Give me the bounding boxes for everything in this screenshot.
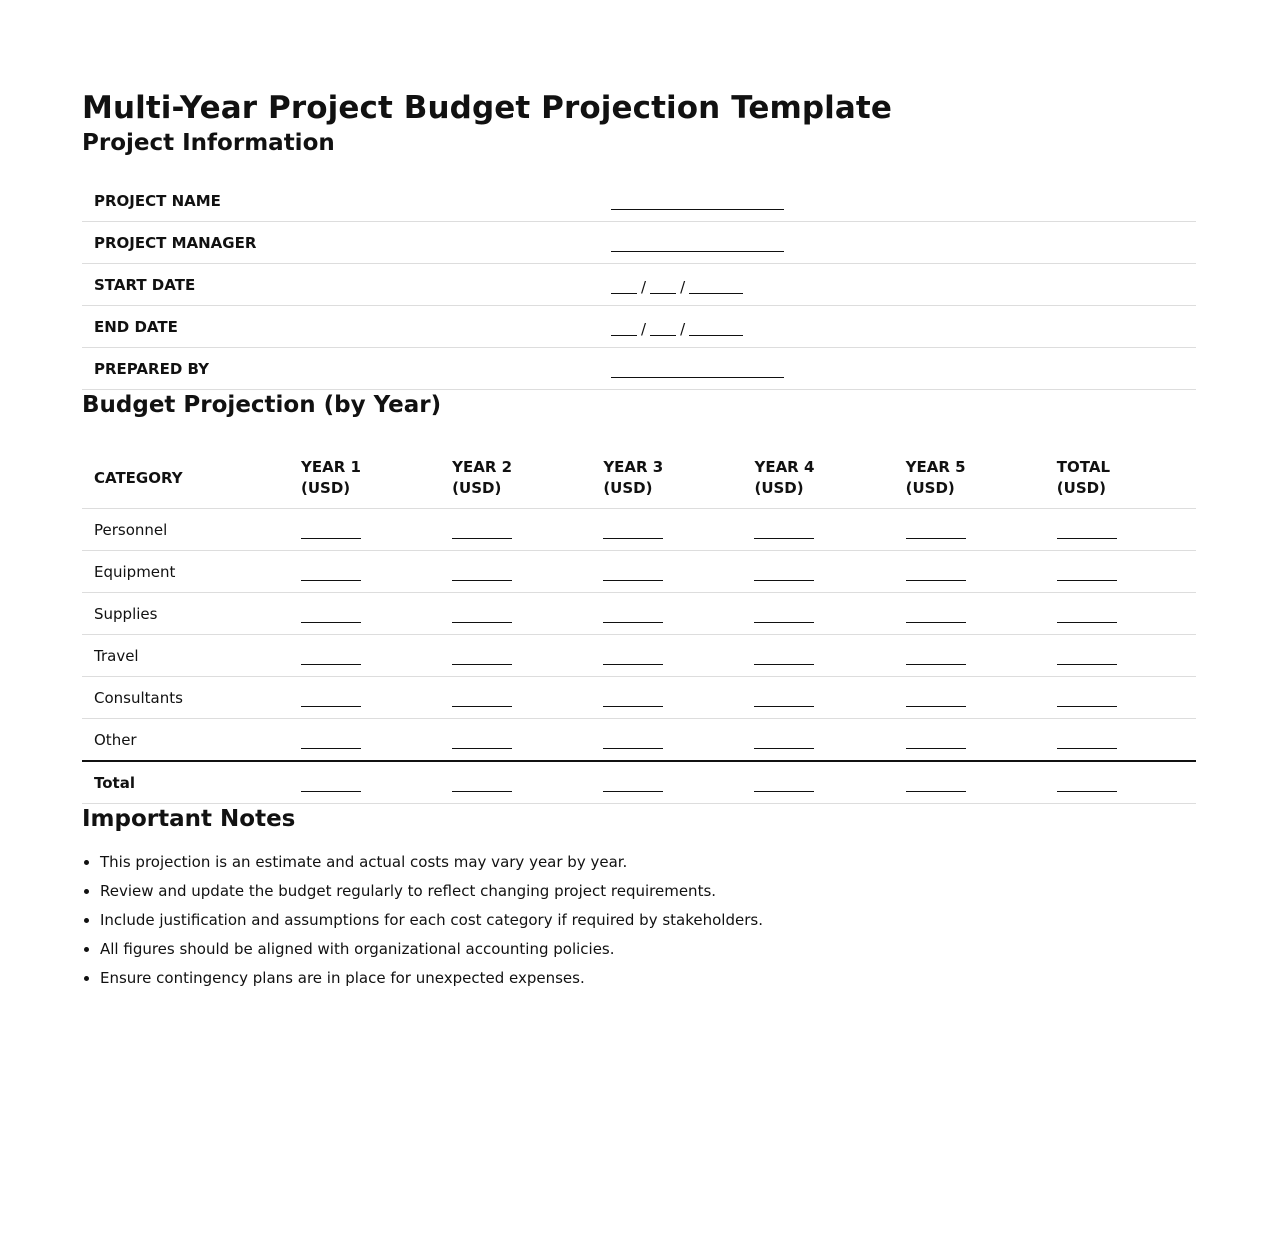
amount-cell (1045, 509, 1196, 551)
category-row (82, 509, 1196, 551)
amount-blank[interactable] (754, 736, 814, 749)
amount-blank[interactable] (1057, 694, 1117, 707)
info-row (82, 348, 1196, 390)
column-header (1045, 448, 1196, 509)
info-row (82, 180, 1196, 222)
total-label: Total (82, 761, 289, 804)
info-label: PROJECT MANAGER (82, 222, 599, 264)
amount-blank[interactable] (906, 736, 966, 749)
date-separator: / (641, 319, 647, 338)
amount-cell (440, 593, 591, 635)
amount-blank[interactable] (754, 610, 814, 623)
info-label: START DATE (82, 264, 599, 306)
info-value-cell (599, 222, 1196, 264)
column-header-line2: (USD) (905, 479, 955, 497)
amount-blank[interactable] (1057, 526, 1117, 539)
amount-blank[interactable] (754, 779, 814, 792)
amount-blank[interactable] (906, 526, 966, 539)
amount-blank[interactable] (452, 779, 512, 792)
notes-list (82, 848, 1196, 993)
column-header-line1: YEAR 3 (603, 458, 664, 476)
amount-cell (1045, 635, 1196, 677)
amount-blank[interactable] (301, 736, 361, 749)
amount-cell (591, 719, 742, 762)
info-value-cell (599, 306, 1196, 348)
column-header (591, 448, 742, 509)
amount-blank[interactable] (1057, 779, 1117, 792)
amount-cell (742, 761, 893, 804)
amount-cell (591, 509, 742, 551)
amount-cell (742, 509, 893, 551)
budget-heading: Budget Projection (by Year) (82, 392, 442, 418)
category-row (82, 635, 1196, 677)
amount-blank[interactable] (754, 526, 814, 539)
amount-blank[interactable] (452, 526, 512, 539)
amount-cell (894, 719, 1045, 762)
amount-blank[interactable] (301, 568, 361, 581)
amount-cell (894, 509, 1045, 551)
amount-cell (1045, 677, 1196, 719)
category-row (82, 551, 1196, 593)
column-header-line2: (USD) (452, 479, 502, 497)
amount-cell (894, 635, 1045, 677)
info-row (82, 306, 1196, 348)
category-label: Travel (82, 635, 289, 677)
amount-blank[interactable] (603, 736, 663, 749)
amount-blank[interactable] (603, 526, 663, 539)
amount-blank[interactable] (452, 694, 512, 707)
amount-blank[interactable] (603, 694, 663, 707)
amount-blank[interactable] (754, 652, 814, 665)
document-title: Multi-Year Project Budget Projection Template (82, 90, 892, 126)
project-info-heading: Project Information (82, 130, 335, 156)
amount-cell (289, 761, 440, 804)
amount-cell (591, 677, 742, 719)
amount-cell (742, 719, 893, 762)
amount-cell (1045, 551, 1196, 593)
column-header (82, 448, 289, 509)
date-month-blank[interactable] (611, 281, 637, 294)
amount-cell (894, 593, 1045, 635)
amount-cell (894, 551, 1045, 593)
amount-blank[interactable] (301, 779, 361, 792)
date-blank[interactable] (611, 277, 743, 296)
note-item: • Ensure contingency plans are in place for unexpected expenses. (100, 964, 1196, 993)
category-row (82, 677, 1196, 719)
amount-cell (289, 509, 440, 551)
column-header (440, 448, 591, 509)
amount-cell (289, 635, 440, 677)
notes-heading: Important Notes (82, 806, 296, 832)
note-item: • This projection is an estimate and actual costs may vary year by year. (100, 848, 1196, 877)
date-blank[interactable] (611, 319, 743, 338)
amount-blank[interactable] (754, 568, 814, 581)
date-separator: / (680, 319, 686, 338)
column-header (894, 448, 1045, 509)
amount-cell (742, 677, 893, 719)
amount-cell (440, 509, 591, 551)
amount-blank[interactable] (301, 526, 361, 539)
date-year-blank[interactable] (689, 323, 743, 336)
fill-in-blank[interactable] (611, 365, 784, 378)
amount-cell (742, 635, 893, 677)
amount-cell (1045, 761, 1196, 804)
amount-blank[interactable] (301, 610, 361, 623)
category-label: Other (82, 719, 289, 762)
budget-table (82, 448, 1196, 804)
amount-blank[interactable] (452, 568, 512, 581)
info-value-cell (599, 264, 1196, 306)
column-header-line1: YEAR 5 (905, 458, 966, 476)
category-label: Consultants (82, 677, 289, 719)
amount-blank[interactable] (754, 694, 814, 707)
amount-cell (591, 551, 742, 593)
amount-blank[interactable] (603, 652, 663, 665)
amount-cell (742, 551, 893, 593)
amount-blank[interactable] (301, 694, 361, 707)
column-header-line2: (USD) (754, 479, 804, 497)
date-separator: / (680, 277, 686, 296)
info-label: PREPARED BY (82, 348, 599, 390)
amount-blank[interactable] (1057, 610, 1117, 623)
amount-cell (289, 551, 440, 593)
amount-blank[interactable] (1057, 736, 1117, 749)
amount-cell (1045, 719, 1196, 762)
info-row (82, 222, 1196, 264)
fill-in-blank[interactable] (611, 197, 784, 210)
date-month-blank[interactable] (611, 323, 637, 336)
info-row (82, 264, 1196, 306)
column-header-line1: YEAR 2 (452, 458, 513, 476)
amount-cell (894, 761, 1045, 804)
amount-cell (289, 593, 440, 635)
amount-cell (440, 677, 591, 719)
date-year-blank[interactable] (689, 281, 743, 294)
amount-cell (1045, 593, 1196, 635)
date-day-blank[interactable] (650, 323, 676, 336)
budget-header-row (82, 448, 1196, 509)
date-separator: / (641, 277, 647, 296)
category-row (82, 593, 1196, 635)
column-header (289, 448, 440, 509)
info-value-cell (599, 348, 1196, 390)
note-item: • Review and update the budget regularly to reflect changing project requirements. (100, 877, 1196, 906)
category-label: Supplies (82, 593, 289, 635)
amount-cell (440, 551, 591, 593)
amount-blank[interactable] (603, 610, 663, 623)
category-row (82, 719, 1196, 762)
amount-blank[interactable] (452, 652, 512, 665)
amount-blank[interactable] (452, 736, 512, 749)
amount-cell (440, 719, 591, 762)
amount-blank[interactable] (906, 694, 966, 707)
amount-blank[interactable] (452, 610, 512, 623)
amount-blank[interactable] (301, 652, 361, 665)
column-header-line1: CATEGORY (94, 468, 183, 487)
note-item: • Include justification and assumptions for each cost category if required by stakeholders. (100, 906, 1196, 935)
column-header-line2: (USD) (1056, 479, 1106, 497)
column-header-line2: (USD) (603, 479, 653, 497)
note-item: • All figures should be aligned with organizational accounting policies. (100, 935, 1196, 964)
amount-blank[interactable] (906, 610, 966, 623)
column-header (742, 448, 893, 509)
category-label: Equipment (82, 551, 289, 593)
category-label: Personnel (82, 509, 289, 551)
amount-blank[interactable] (906, 652, 966, 665)
amount-cell (440, 635, 591, 677)
amount-blank[interactable] (603, 779, 663, 792)
column-header-line2: (USD) (301, 479, 351, 497)
amount-cell (591, 593, 742, 635)
amount-cell (440, 761, 591, 804)
amount-cell (591, 635, 742, 677)
total-row (82, 761, 1196, 804)
fill-in-blank[interactable] (611, 239, 784, 252)
amount-cell (289, 677, 440, 719)
info-label: PROJECT NAME (82, 180, 599, 222)
amount-cell (289, 719, 440, 762)
amount-cell (742, 593, 893, 635)
amount-cell (591, 761, 742, 804)
info-value-cell (599, 180, 1196, 222)
project-info-table (82, 180, 1196, 390)
amount-blank[interactable] (906, 779, 966, 792)
info-label: END DATE (82, 306, 599, 348)
amount-blank[interactable] (906, 568, 966, 581)
column-header-line1: TOTAL (1056, 458, 1110, 476)
amount-cell (894, 677, 1045, 719)
column-header-line1: YEAR 1 (301, 458, 361, 476)
amount-blank[interactable] (1057, 652, 1117, 665)
date-day-blank[interactable] (650, 281, 676, 294)
amount-blank[interactable] (603, 568, 663, 581)
amount-blank[interactable] (1057, 568, 1117, 581)
column-header-line1: YEAR 4 (754, 458, 815, 476)
